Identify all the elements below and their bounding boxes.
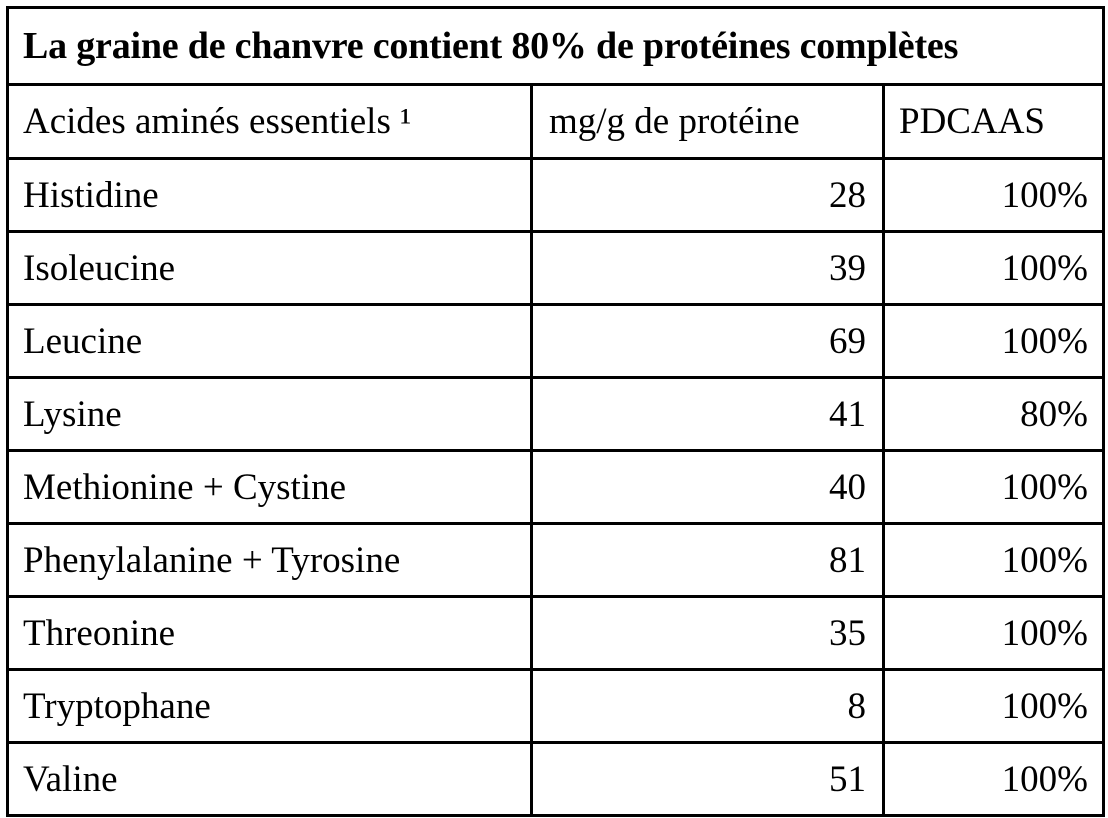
- amino-acid-name: Methionine + Cystine: [8, 451, 532, 524]
- amino-acid-table: [6, 6, 1105, 817]
- amino-acid-name: Histidine: [8, 159, 532, 232]
- amino-acid-mg: 41: [532, 378, 884, 451]
- amino-acid-pdcaas: 100%: [884, 597, 1104, 670]
- amino-acid-name: Tryptophane: [8, 670, 532, 743]
- amino-acid-pdcaas: 100%: [884, 232, 1104, 305]
- table-row: [8, 743, 1104, 816]
- header-amino-acids: Acides aminés essentiels ¹: [8, 85, 532, 159]
- amino-acid-pdcaas: 100%: [884, 743, 1104, 816]
- table-row: [8, 232, 1104, 305]
- table-row: [8, 305, 1104, 378]
- amino-acid-mg: 81: [532, 524, 884, 597]
- amino-acid-name: Threonine: [8, 597, 532, 670]
- amino-acid-mg: 35: [532, 597, 884, 670]
- amino-acid-pdcaas: 100%: [884, 451, 1104, 524]
- amino-acid-pdcaas: 100%: [884, 159, 1104, 232]
- table-title: La graine de chanvre contient 80% de protéines complètes: [8, 8, 1104, 85]
- amino-acid-pdcaas: 100%: [884, 305, 1104, 378]
- table-row: [8, 524, 1104, 597]
- amino-acid-table-container: [6, 6, 1102, 817]
- amino-acid-mg: 69: [532, 305, 884, 378]
- amino-acid-mg: 40: [532, 451, 884, 524]
- table-row: [8, 670, 1104, 743]
- amino-acid-name: Leucine: [8, 305, 532, 378]
- header-mg-per-g: mg/g de protéine: [532, 85, 884, 159]
- header-pdcaas: PDCAAS: [884, 85, 1104, 159]
- amino-acid-mg: 51: [532, 743, 884, 816]
- amino-acid-mg: 28: [532, 159, 884, 232]
- amino-acid-pdcaas: 80%: [884, 378, 1104, 451]
- amino-acid-name: Isoleucine: [8, 232, 532, 305]
- amino-acid-mg: 8: [532, 670, 884, 743]
- table-header-row: [8, 85, 1104, 159]
- amino-acid-name: Valine: [8, 743, 532, 816]
- amino-acid-name: Phenylalanine + Tyrosine: [8, 524, 532, 597]
- amino-acid-name: Lysine: [8, 378, 532, 451]
- amino-acid-pdcaas: 100%: [884, 524, 1104, 597]
- amino-acid-pdcaas: 100%: [884, 670, 1104, 743]
- table-row: [8, 378, 1104, 451]
- table-title-row: [8, 8, 1104, 85]
- table-row: [8, 451, 1104, 524]
- table-row: [8, 159, 1104, 232]
- table-row: [8, 597, 1104, 670]
- amino-acid-mg: 39: [532, 232, 884, 305]
